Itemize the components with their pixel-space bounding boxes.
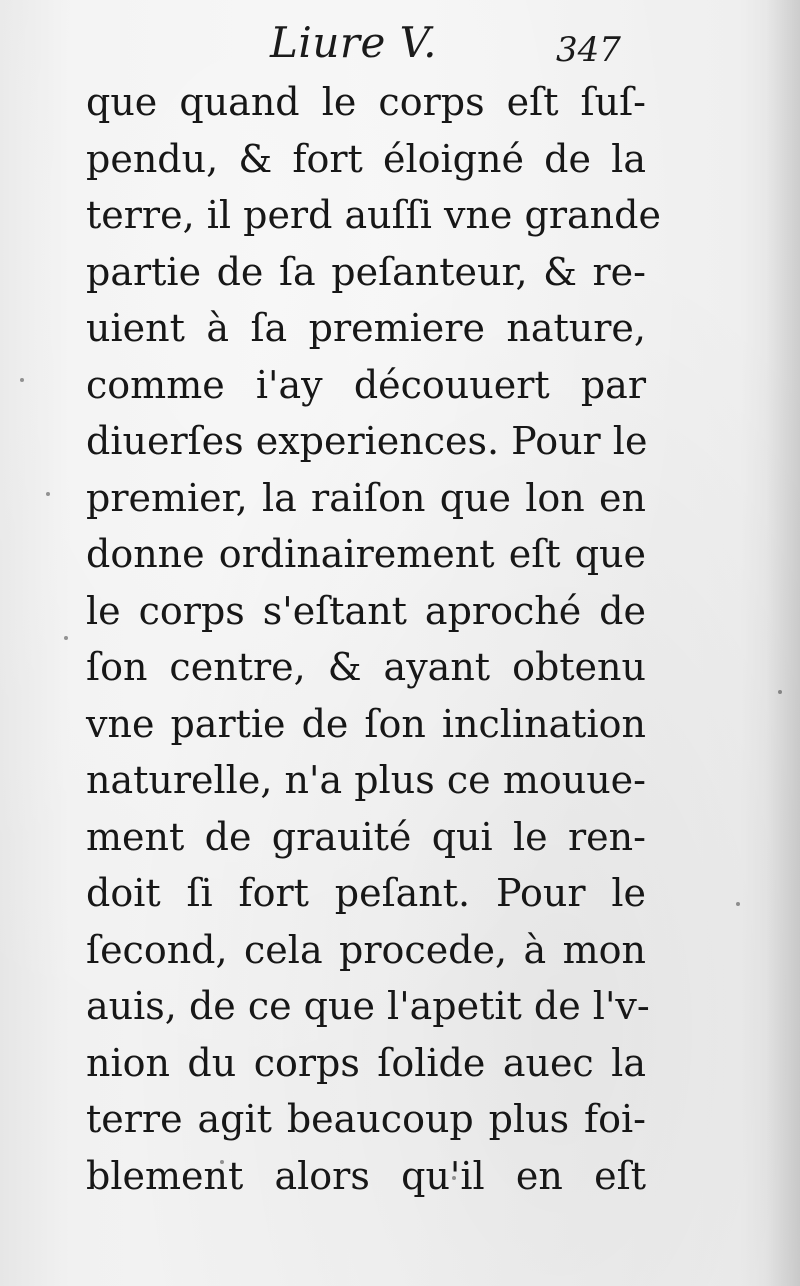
text-line: naturelle, n'a plus ce mouue- <box>86 758 646 802</box>
text-line: partie de ſa peſanteur, & re- <box>86 249 646 294</box>
paper-speck <box>20 378 24 382</box>
text-line: pendu, & fort éloigné de la <box>86 136 646 181</box>
text-line: blement alors qu'il en eſt <box>86 1153 646 1198</box>
text-line: comme i'ay découuert par <box>86 362 646 407</box>
text-line: ſecond, cela procede, à mon <box>86 927 646 972</box>
text-line: uient à ſa premiere nature, <box>86 306 646 350</box>
text-line: nion du corps ſolide auec la <box>86 1040 646 1085</box>
paper-speck <box>778 690 782 694</box>
text-line: premier, la raiſon que lon en <box>86 475 646 520</box>
text-line: diuerſes experiences. Pour le <box>86 419 648 463</box>
page-number: 347 <box>556 30 621 70</box>
paper-speck <box>46 492 50 496</box>
text-line: ſon centre, & ayant obtenu <box>86 645 646 689</box>
paper-speck <box>736 902 740 906</box>
page-edge-shadow <box>766 0 800 1286</box>
text-line: le corps s'eſtant aproché de <box>86 588 646 633</box>
paper-speck <box>220 1160 224 1164</box>
text-line: que quand le corps eſt ſuſ- <box>86 80 646 124</box>
text-line: donne ordinairement eſt que <box>86 532 646 576</box>
running-title: Liure V. <box>270 18 437 67</box>
page-header <box>0 18 800 78</box>
text-line: vne partie de ſon inclination <box>86 701 646 746</box>
paper-speck <box>452 1176 456 1180</box>
text-line: doit ſi fort peſant. Pour le <box>86 871 646 915</box>
text-line: ment de grauité qui le ren- <box>86 814 646 859</box>
body-text <box>86 74 661 1204</box>
text-line: terre agit beaucoup plus foi- <box>86 1097 646 1141</box>
paper-speck <box>64 636 68 640</box>
text-line: auis, de ce que l'apetit de l'v- <box>86 984 650 1028</box>
text-line: terre, il perd auſſi vne grande <box>86 193 661 237</box>
